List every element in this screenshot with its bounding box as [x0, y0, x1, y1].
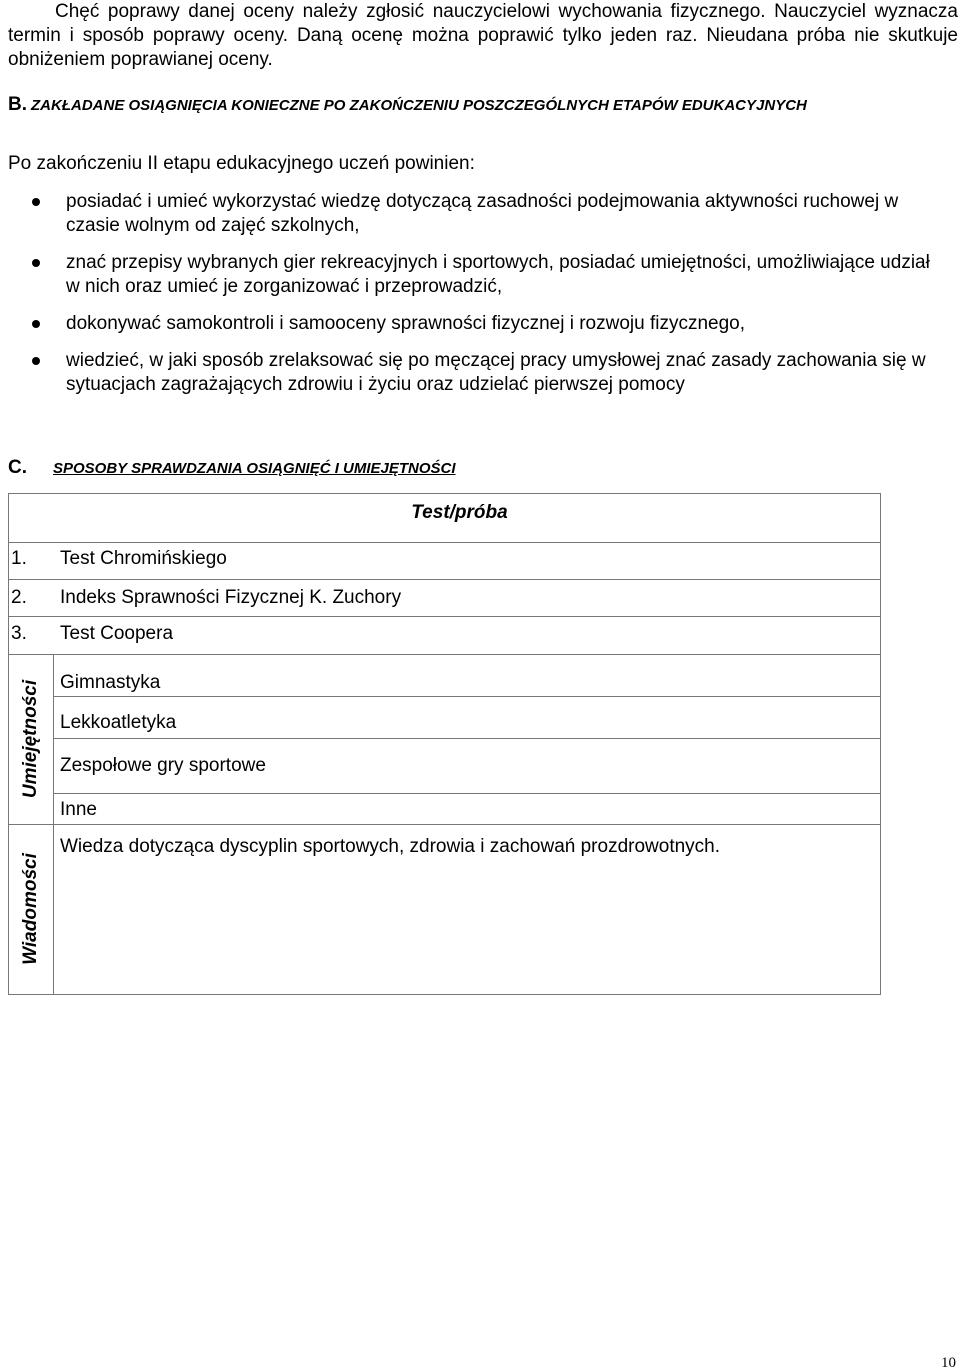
row-number: 3.: [11, 623, 27, 644]
list-item: [0, 190, 945, 238]
section-c-title: SPOSOBY SPRAWDZANIA OSIĄGNIĘĆ I UMIEJĘTNOŚCI: [53, 460, 456, 477]
achievements-list: [0, 190, 945, 410]
assessment-table: [8, 493, 881, 995]
table-row: [53, 738, 880, 794]
skills-label: Umiejętności: [20, 679, 41, 799]
knowledge-side-label: [9, 824, 54, 994]
bullet-icon: [32, 320, 40, 328]
row-number: 1.: [11, 548, 27, 569]
intro-text: Chęć poprawy danej oceny należy zgłosić nauczycielowi wychowania fizycznego. Nauczyciel wyznacza termin i sposób poprawy oceny. Daną ocenę można poprawić tylko jeden raz. Nieudana próba nie skutkuje obniżeniem poprawianej oceny.: [8, 1, 958, 70]
table-header: [9, 494, 880, 543]
list-item-text: dokonywać samokontroli i samooceny sprawności fizycznej i rozwoju fizycznego,: [66, 313, 746, 334]
section-b-title: ZAKŁADANE OSIĄGNIĘCIA KONIECZNE PO ZAKOŃCZENIU POSZCZEGÓLNYCH ETAPÓW EDUKACYJNYCH: [31, 97, 807, 114]
table-row: [53, 824, 880, 994]
section-c-letter: C.: [8, 457, 27, 478]
row-label: Indeks Sprawności Fizycznej K. Zuchory: [60, 587, 402, 608]
skill-label: Zespołowe gry sportowe: [60, 755, 266, 776]
list-item-text: znać przepisy wybranych gier rekreacyjnych i sportowych, posiadać umiejętności, umożliwiające udział w nich oraz umieć je zorganizować i przeprowadzić,: [66, 252, 930, 297]
table-row: [53, 696, 880, 739]
page-number: 10: [941, 1355, 956, 1371]
list-item: [0, 312, 945, 336]
bullet-icon: [32, 357, 40, 365]
table-row: [53, 654, 880, 697]
intro-paragraph: [8, 0, 958, 72]
row-label: Test Coopera: [60, 623, 174, 644]
list-item-text: posiadać i umieć wykorzystać wiedzę dotyczącą zasadności podejmowania aktywności ruchowej w czasie wolnym od zajęć szkolnych,: [66, 191, 899, 236]
section-c-heading: [8, 457, 456, 479]
skill-label: Gimnastyka: [60, 672, 161, 693]
list-item-text: wiedzieć, w jaki sposób zrelaksować się po męczącej pracy umysłowej znać zasady zachowania się w sytuacjach zagrażających zdrowiu i życiu oraz udzielać pierwszej pomocy: [66, 350, 926, 395]
knowledge-text: Wiedza dotycząca dyscyplin sportowych, zdrowia i zachowań prozdrowotnych.: [60, 836, 721, 857]
list-item: [0, 251, 945, 299]
knowledge-label: Wiadomości: [20, 853, 41, 965]
section-b-lead: Po zakończeniu II etapu edukacyjnego uczeń powinien:: [8, 153, 475, 174]
bullet-icon: [32, 259, 40, 267]
table-row: [9, 579, 880, 617]
row-label: Test Chromińskiego: [60, 548, 227, 569]
table-row: [53, 793, 880, 825]
table-row: [9, 616, 880, 655]
section-b-heading: [8, 94, 807, 116]
section-b-letter: B.: [8, 94, 27, 115]
skills-side-label: [9, 654, 54, 825]
skill-label: Lekkoatletyka: [60, 712, 177, 733]
row-number: 2.: [11, 587, 27, 608]
table-header-label: Test/próba: [411, 502, 508, 523]
skill-label: Inne: [60, 799, 97, 820]
bullet-icon: [32, 198, 40, 206]
table-row: [9, 542, 880, 580]
list-item: [0, 349, 945, 397]
